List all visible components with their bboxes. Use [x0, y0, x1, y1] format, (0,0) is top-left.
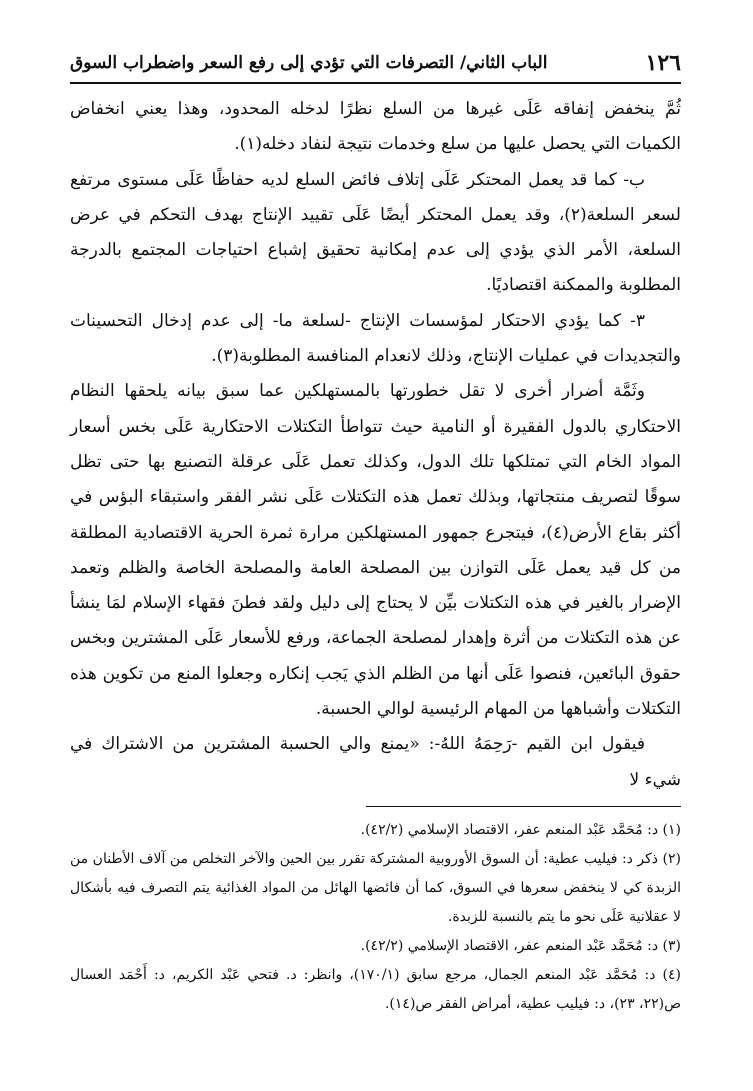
- paragraph-3: ٣- كما يؤدي الاحتكار لمؤسسات الإنتاج -لسلعة ما- إلى عدم إدخال التحسينات والتجديدات في عمليات الإنتاج، وذلك لانعدام المنافسة المطلوبة(٣).: [70, 310, 681, 367]
- paragraph-5: فيقول ابن القيم -رَحِمَهُ اللهُ-: «يمنع والي الحسبة المشترين من الاشتراك في شيء لا: [70, 734, 681, 790]
- running-title: الباب الثاني/ التصرفات التي تؤدي إلى رفع السعر واضطراب السوق: [70, 53, 548, 73]
- main-text: [70, 92, 681, 798]
- paragraph-2: ب- كما قد يعمل المحتكر عَلَى إتلاف فائض السلع لديه حفاظًا عَلَى مستوى مرتفع لسعر السلعة(٢)، وقد يعمل المحتكر أيضًا عَلَى تقييد الإنتاج بهدف التحكم في عرض السلعة، الأمر الذي يؤدي إلى عدم إمكانية تحقيق إشباع احتياجات المجتمع بالدرجة المطلوبة والممكنة اقتصاديًا.: [70, 169, 681, 296]
- footnote-4: (٤) د: مُحَمَّد عَبْد المنعم الجمال، مرجع سابق (١٧٠/١)، وانظر: د. فتحي عَبْد الكريم، د: أَحْمَد العسال ص(٢٢، ٢٣)، د: فيليب عطية، أمراض الفقر ص(١٤).: [70, 967, 681, 1012]
- paragraph-4: وثَمَّة أضرار أخرى لا تقل خطورتها بالمستهلكين عما سبق بيانه يلحقها النظام الاحتكاري بالدول الفقيرة أو النامية حيث تتواطأ التكتلات الاحتكارية عَلَى بخس أسعار المواد الخام التي تمتلكها تلك الدول، وكذلك تعمل عَلَى عرقلة التصنيع بها حتى تظل سوقًا لتصريف منتجاتها، وبذلك تعمل هذه التكتلات عَلَى نشر الفقر واستبقاء البؤس في أكثر بقاع الأرض(٤)، فيتجرع جمهور المستهلكين مرارة ثمرة الحرية الاقتصادية المطلقة من كل قيد يعمل عَلَى التوازن بين المصلحة العامة والمصلحة الخاصة والظلم وتعمد الإضرار بالغير في هذه التكتلات بيِّن لا يحتاج إلى دليل ولقد فطنَ فقهاء الإسلام لمَا ينشأ عن هذه التكتلات من أثرة وإهدار لمصلحة الجماعة، ورفع للأسعار عَلَى المشترين وبخس حقوق البائعين، فنصوا عَلَى أنها من الظلم الذي يَجب إنكاره وجعلوا المنع من تكوين هذه التكتلات وأشباهها من المهام الرئيسية لوالي الحسبة.: [70, 381, 681, 720]
- paragraph-1: ثُمَّ ينخفض إنفاقه عَلَى غيرها من السلع نظرًا لدخله المحدود، وهذا يعني انخفاض الكميات التي يحصل عليها من سلع وخدمات نتيجة لنفاد دخله(١).: [70, 99, 681, 155]
- page-number: ١٢٦: [645, 50, 681, 76]
- footnotes: [70, 816, 681, 1019]
- footnote-2: (٢) ذكر د: فيليب عطية: أن السوق الأوروبية المشتركة تقرر بين الحين والآخر التخلص من آلاف الأطنان من الزبدة كي لا ينخفض سعرها في السوق، كما أن فائضها الهائل من المواد الغذائية يتم التصرف فيه بأشكال لا عقلانية عَلَى نحو ما يتم بالنسبة للزبدة.: [70, 851, 681, 925]
- footnote-1: (١) د: مُحَمَّد عَبْد المنعم عفر، الاقتصاد الإسلامي (٤٢/٢).: [360, 822, 681, 838]
- header-rule: [70, 82, 681, 84]
- footnote-separator: [366, 806, 681, 807]
- page-header: [70, 46, 681, 80]
- footnote-3: (٣) د: مُحَمَّد عَبْد المنعم عفر، الاقتصاد الإسلامي (٤٢/٢).: [360, 938, 681, 954]
